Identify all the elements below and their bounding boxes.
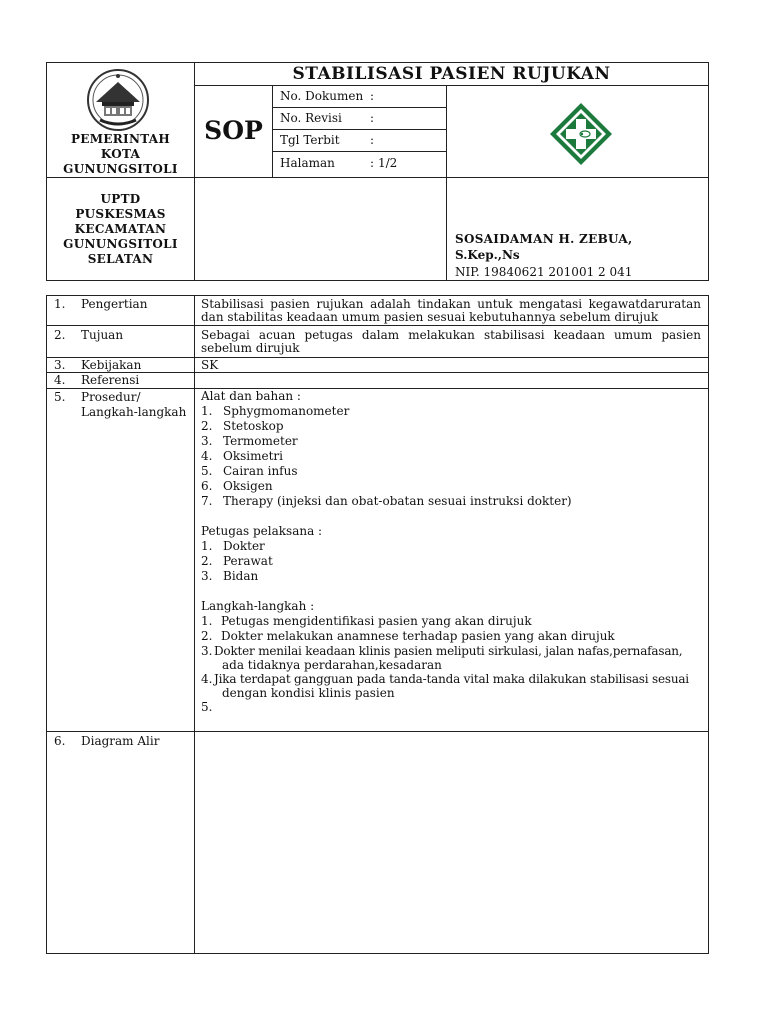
org-line: GUNUNGSITOLI: [63, 162, 178, 176]
definition-text: Stabilisasi pasien rujukan adalah tindakan untuk mengatasi kegawatdaruratan dan stabilitas keadaan umum pasien sesuai kebutuhannya sebelum dirujuk: [201, 297, 701, 324]
list-item: 2. Stetoskop: [201, 419, 284, 433]
steps-heading: Langkah-langkah :: [201, 599, 315, 613]
government-emblem: [82, 66, 154, 134]
org-line: KOTA: [100, 147, 141, 161]
list-item: 5. Cairan infus: [201, 464, 298, 478]
row-number: 5.: [54, 390, 66, 404]
row-label: Prosedur/: [81, 390, 141, 404]
unit-name: [47, 192, 194, 267]
list-item: 2. Perawat: [201, 554, 273, 568]
purpose-text: Sebagai acuan petugas dalam melakukan stabilisasi keadaan umum pasien sebelum dirujuk: [201, 328, 701, 355]
meta-row: [280, 89, 445, 103]
organization-name: [47, 132, 194, 177]
list-item: 1. Petugas mengidentifikasi pasien yang akan dirujuk: [201, 614, 532, 628]
meta-sep: :: [370, 156, 375, 170]
row-number: 1.: [54, 297, 66, 311]
row-label: Langkah-langkah: [81, 405, 187, 419]
row-label: Tujuan: [81, 328, 124, 342]
org-line: PEMERINTAH: [70, 132, 171, 146]
row-label: Pengertian: [81, 297, 148, 311]
staff-heading: Petugas pelaksana :: [201, 524, 323, 538]
meta-value: 1/2: [378, 156, 398, 170]
list-item: 7. Therapy (injeksi dan obat-obatan sesuai instruksi dokter): [201, 494, 572, 508]
row-number: 2.: [54, 328, 66, 342]
row-number: 6.: [54, 734, 66, 748]
row-number: 4.: [54, 373, 66, 387]
policy-text: SK: [201, 358, 219, 372]
list-item: 1. Dokter: [201, 539, 265, 553]
meta-sep: :: [370, 89, 375, 103]
meta-row: [280, 156, 445, 170]
signatory-name: SOSAIDAMAN H. ZEBUA,: [455, 232, 633, 246]
document-title: STABILISASI PASIEN RUJUKAN: [292, 64, 611, 84]
signatory-title: S.Kep.,Ns: [455, 248, 520, 262]
list-item: 3. Bidan: [201, 569, 259, 583]
row-label: Kebijakan: [81, 358, 142, 372]
flow-diagram-area: [195, 732, 708, 953]
puskesmas-logo: [548, 101, 614, 167]
sop-label: SOP: [204, 116, 263, 145]
list-item-continuation: ada tidaknya perdarahan,kesadaran: [222, 658, 442, 672]
list-item: 3. Termometer: [201, 434, 298, 448]
meta-row: [280, 111, 445, 125]
unit-line: KECAMATAN: [74, 222, 167, 236]
row-label: Referensi: [81, 373, 140, 387]
meta-sep: :: [370, 111, 375, 125]
meta-label: No. Revisi: [280, 111, 342, 125]
tools-heading: Alat dan bahan :: [201, 389, 301, 403]
unit-line: GUNUNGSITOLI: [63, 237, 178, 251]
meta-sep: :: [370, 133, 375, 147]
meta-row: [280, 133, 445, 147]
list-item: 4. Jika terdapat gangguan pada tanda-tanda vital maka dilakukan stabilisasi sesuai: [201, 672, 689, 686]
list-item-continuation: dengan kondisi klinis pasien: [222, 686, 395, 700]
meta-label: Halaman: [280, 156, 335, 170]
meta-label: Tgl Terbit: [280, 133, 340, 147]
unit-line: PUSKESMAS: [75, 207, 166, 221]
meta-label: No. Dokumen: [280, 89, 364, 103]
row-label: Diagram Alir: [81, 734, 160, 748]
list-item: 2. Dokter melakukan anamnese terhadap pasien yang akan dirujuk: [201, 629, 615, 643]
unit-line: UPTD: [100, 192, 141, 206]
list-item: 5.: [201, 700, 213, 714]
list-item: 1. Sphygmomanometer: [201, 404, 350, 418]
row-number: 3.: [54, 358, 66, 372]
unit-line: SELATAN: [87, 252, 154, 266]
list-item: 4. Oksimetri: [201, 449, 283, 463]
signatory-nip: NIP. 19840621 201001 2 041: [455, 265, 633, 279]
list-item: 3. Dokter menilai keadaan klinis pasien meliputi sirkulasi, jalan nafas,pernafasan,: [201, 644, 683, 658]
procedure-content: [201, 389, 706, 715]
list-item: 6. Oksigen: [201, 479, 273, 493]
